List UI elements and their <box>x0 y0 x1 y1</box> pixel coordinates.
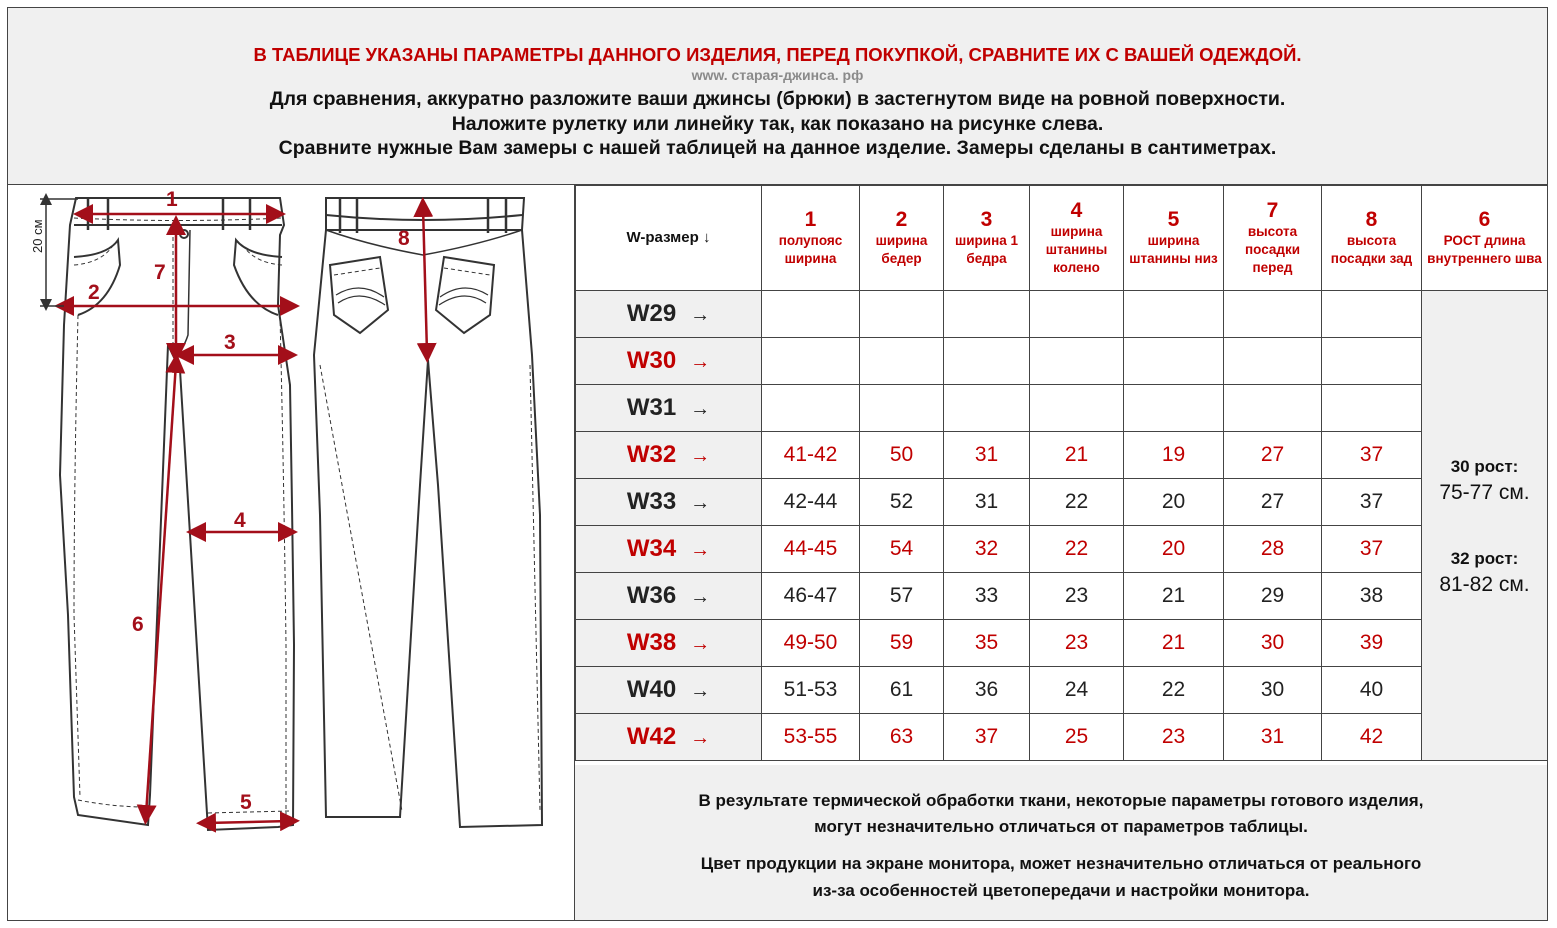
cell: 22 <box>1124 667 1224 714</box>
cell: 28 <box>1224 526 1322 573</box>
size-label: W31 → <box>576 385 762 432</box>
cell <box>1322 291 1422 338</box>
size-label: W32 → <box>576 432 762 479</box>
size-label: W40 → <box>576 667 762 714</box>
measure-label-7: 7 <box>154 261 166 284</box>
cell: 36 <box>944 667 1030 714</box>
cell: 51-53 <box>762 667 860 714</box>
measure-label-3: 3 <box>224 331 236 354</box>
cell: 53-55 <box>762 714 860 761</box>
measure-5-arrow <box>206 821 290 823</box>
column-header-5: 5 ширина штанины низ <box>1124 186 1224 291</box>
cell: 37 <box>1322 526 1422 573</box>
cell: 24 <box>1030 667 1124 714</box>
footer-note-2a: Цвет продукции на экране монитора, может незначительно отличаться от реального <box>700 854 1422 873</box>
cell: 54 <box>860 526 944 573</box>
cell: 31 <box>944 479 1030 526</box>
table-row <box>576 479 1548 526</box>
cell <box>1124 385 1224 432</box>
measure-6-arrow <box>146 363 176 815</box>
height-note: 20 см <box>30 219 45 253</box>
measurement-diagram <box>8 185 575 920</box>
table-row <box>576 432 1548 479</box>
cell: 46-47 <box>762 573 860 620</box>
cell: 52 <box>860 479 944 526</box>
column-header-3: 3 ширина 1 бедра <box>944 186 1030 291</box>
table-row <box>576 291 1548 338</box>
cell <box>762 385 860 432</box>
size-table <box>575 185 1548 761</box>
size-label: W33 → <box>576 479 762 526</box>
header-instruction-3: Сравните нужные Вам замеры с нашей таблицей на данное изделие. Замеры сделаны в сантиметрах. <box>278 137 1277 159</box>
cell <box>1322 385 1422 432</box>
cell <box>1124 338 1224 385</box>
inseam-cell <box>1422 291 1548 761</box>
footer-notes <box>575 765 1547 920</box>
cell: 30 <box>1224 667 1322 714</box>
cell: 32 <box>944 526 1030 573</box>
inseam-30-title: 30 рост: <box>1450 456 1519 476</box>
cell <box>1322 338 1422 385</box>
cell: 21 <box>1124 573 1224 620</box>
measure-8-arrow <box>423 207 427 353</box>
measure-label-6: 6 <box>132 613 144 636</box>
cell: 27 <box>1224 479 1322 526</box>
inseam-32-value: 81-82 см. <box>1439 572 1530 596</box>
back-view <box>314 198 542 827</box>
cell <box>944 291 1030 338</box>
cell: 29 <box>1224 573 1322 620</box>
cell: 41-42 <box>762 432 860 479</box>
measure-label-4: 4 <box>234 509 246 532</box>
cell: 31 <box>944 432 1030 479</box>
cell: 57 <box>860 573 944 620</box>
table-row <box>576 573 1548 620</box>
size-label: W30 → <box>576 338 762 385</box>
size-column-header: W-размер ↓ <box>576 186 762 291</box>
cell: 49-50 <box>762 620 860 667</box>
cell: 39 <box>1322 620 1422 667</box>
cell: 33 <box>944 573 1030 620</box>
table-row <box>576 338 1548 385</box>
cell: 35 <box>944 620 1030 667</box>
cell <box>944 338 1030 385</box>
header-instruction-1: Для сравнения, аккуратно разложите ваши джинсы (брюки) в застегнутом виде на ровной поверхности. <box>269 88 1286 110</box>
cell <box>762 291 860 338</box>
header-site: www. старая-джинса. рф <box>691 67 864 83</box>
cell: 23 <box>1124 714 1224 761</box>
column-header-6: 6 РОСТ длина внутреннего шва <box>1422 186 1548 291</box>
cell: 37 <box>944 714 1030 761</box>
inseam-30-value: 75-77 см. <box>1439 480 1530 504</box>
cell: 37 <box>1322 432 1422 479</box>
size-label: W42 → <box>576 714 762 761</box>
measure-label-1: 1 <box>166 188 178 211</box>
table-row <box>576 667 1548 714</box>
footer-note-1a: В результате термической обработки ткани, некоторые параметры готового изделия, <box>698 791 1424 810</box>
cell <box>860 338 944 385</box>
cell: 38 <box>1322 573 1422 620</box>
footer-note-2b: из-за особенностей цветопередачи и настройки монитора. <box>812 881 1310 900</box>
cell: 30 <box>1224 620 1322 667</box>
measure-label-5: 5 <box>240 791 252 814</box>
inseam-32-title: 32 рост: <box>1450 548 1519 568</box>
cell: 20 <box>1124 526 1224 573</box>
cell: 42-44 <box>762 479 860 526</box>
cell <box>1030 291 1124 338</box>
table-row <box>576 714 1548 761</box>
cell <box>1124 291 1224 338</box>
cell: 44-45 <box>762 526 860 573</box>
column-header-8: 8 высота посадки зад <box>1322 186 1422 291</box>
size-label: W36 → <box>576 573 762 620</box>
cell: 59 <box>860 620 944 667</box>
cell <box>1224 338 1322 385</box>
header-warning: В ТАБЛИЦЕ УКАЗАНЫ ПАРАМЕТРЫ ДАННОГО ИЗДЕЛИЯ, ПЕРЕД ПОКУПКОЙ, СРАВНИТЕ ИХ С ВАШЕЙ ОДЕЖДОЙ. <box>253 44 1302 65</box>
footer-note-1b: могут незначительно отличаться от параметров таблицы. <box>814 817 1308 836</box>
cell: 22 <box>1030 479 1124 526</box>
cell: 63 <box>860 714 944 761</box>
header-panel <box>8 8 1547 185</box>
table-header-row <box>576 186 1548 291</box>
cell <box>1030 338 1124 385</box>
column-header-2: 2 ширина бедер <box>860 186 944 291</box>
cell: 37 <box>1322 479 1422 526</box>
table-row <box>576 620 1548 667</box>
cell: 40 <box>1322 667 1422 714</box>
cell: 31 <box>1224 714 1322 761</box>
cell: 27 <box>1224 432 1322 479</box>
column-header-1: 1 полупояс ширина <box>762 186 860 291</box>
table-row <box>576 385 1548 432</box>
measure-label-2: 2 <box>88 281 100 304</box>
table-row <box>576 526 1548 573</box>
column-header-4: 4 ширина штанины колено <box>1030 186 1124 291</box>
measure-label-8: 8 <box>398 227 410 250</box>
cell: 25 <box>1030 714 1124 761</box>
cell <box>1030 385 1124 432</box>
cell <box>860 291 944 338</box>
cell <box>1224 291 1322 338</box>
size-label: W29 → <box>576 291 762 338</box>
cell <box>1224 385 1322 432</box>
size-label: W34 → <box>576 526 762 573</box>
cell: 50 <box>860 432 944 479</box>
cell: 23 <box>1030 620 1124 667</box>
cell: 42 <box>1322 714 1422 761</box>
cell: 19 <box>1124 432 1224 479</box>
cell <box>860 385 944 432</box>
cell: 21 <box>1124 620 1224 667</box>
cell: 23 <box>1030 573 1124 620</box>
cell <box>944 385 1030 432</box>
cell: 22 <box>1030 526 1124 573</box>
column-header-7: 7 высота посадки перед <box>1224 186 1322 291</box>
cell: 20 <box>1124 479 1224 526</box>
header-instruction-2: Наложите рулетку или линейку так, как показано на рисунке слева. <box>451 113 1104 135</box>
cell <box>762 338 860 385</box>
size-label: W38 → <box>576 620 762 667</box>
cell: 61 <box>860 667 944 714</box>
cell: 21 <box>1030 432 1124 479</box>
